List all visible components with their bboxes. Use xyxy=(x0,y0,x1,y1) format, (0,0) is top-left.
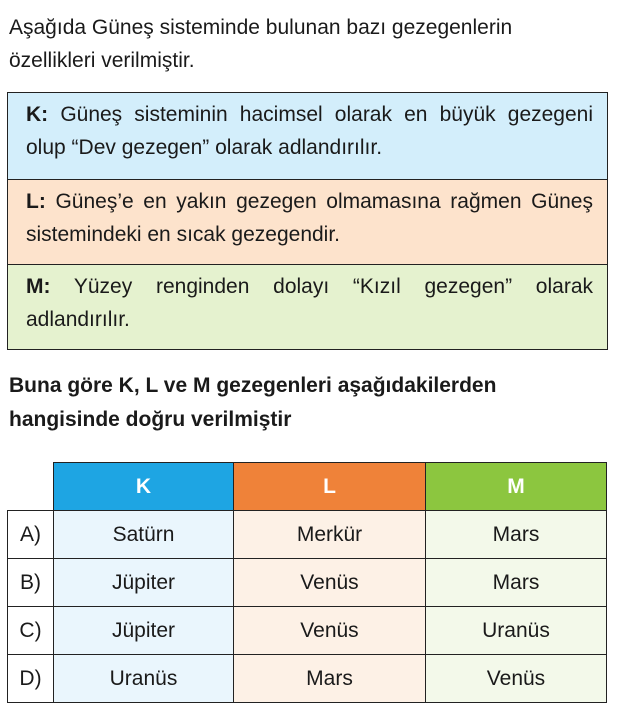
question-line: hangisinde doğru verilmiştir xyxy=(9,408,292,431)
cell-k: Jüpiter xyxy=(54,607,234,655)
cell-l: Mars xyxy=(234,655,426,703)
cell-m: Mars xyxy=(426,559,607,607)
table-row[interactable] xyxy=(8,511,607,559)
statement-text: Güneş’e en yakın gezegen olmamasına rağmen Güneş sistemindeki en sıcak gezegendir. xyxy=(26,190,593,246)
question-line: Buna göre K, L ve M gezegenleri aşağıdakilerden xyxy=(9,374,497,397)
cell-m: Mars xyxy=(426,511,607,559)
cell-k: Jüpiter xyxy=(54,559,234,607)
statements-box xyxy=(7,92,608,350)
cell-l: Venüs xyxy=(234,607,426,655)
cell-m: Venüs xyxy=(426,655,607,703)
statement-text: Yüzey renginden dolayı “Kızıl gezegen” olarak adlandırılır. xyxy=(26,275,593,331)
table-row[interactable] xyxy=(8,559,607,607)
header-corner xyxy=(8,463,54,511)
table-row[interactable] xyxy=(8,655,607,703)
table-header-row xyxy=(8,463,607,511)
table-row[interactable] xyxy=(8,607,607,655)
statement-label: L: xyxy=(26,190,46,213)
intro-text xyxy=(9,11,614,77)
option-label[interactable]: A) xyxy=(8,511,54,559)
intro-line: özellikleri verilmiştir. xyxy=(9,49,195,72)
header-k: K xyxy=(54,463,234,511)
statement-text: Güneş sisteminin hacimsel olarak en büyük gezegeni olup “Dev gezegen” olarak adlandırılır. xyxy=(26,103,594,159)
statement-k xyxy=(8,93,607,180)
option-label[interactable]: B) xyxy=(8,559,54,607)
answer-table xyxy=(7,462,607,703)
cell-k: Satürn xyxy=(54,511,234,559)
cell-l: Venüs xyxy=(234,559,426,607)
statement-m xyxy=(8,265,607,349)
cell-l: Merkür xyxy=(234,511,426,559)
header-l: L xyxy=(234,463,426,511)
statement-label: K: xyxy=(26,103,49,126)
statement-l xyxy=(8,180,607,265)
question-text xyxy=(9,369,614,437)
cell-k: Uranüs xyxy=(54,655,234,703)
header-m: M xyxy=(426,463,607,511)
intro-line: Aşağıda Güneş sisteminde bulunan bazı gezegenlerin xyxy=(9,16,513,39)
cell-m: Uranüs xyxy=(426,607,607,655)
statement-label: M: xyxy=(26,275,51,298)
option-label[interactable]: D) xyxy=(8,655,54,703)
option-label[interactable]: C) xyxy=(8,607,54,655)
